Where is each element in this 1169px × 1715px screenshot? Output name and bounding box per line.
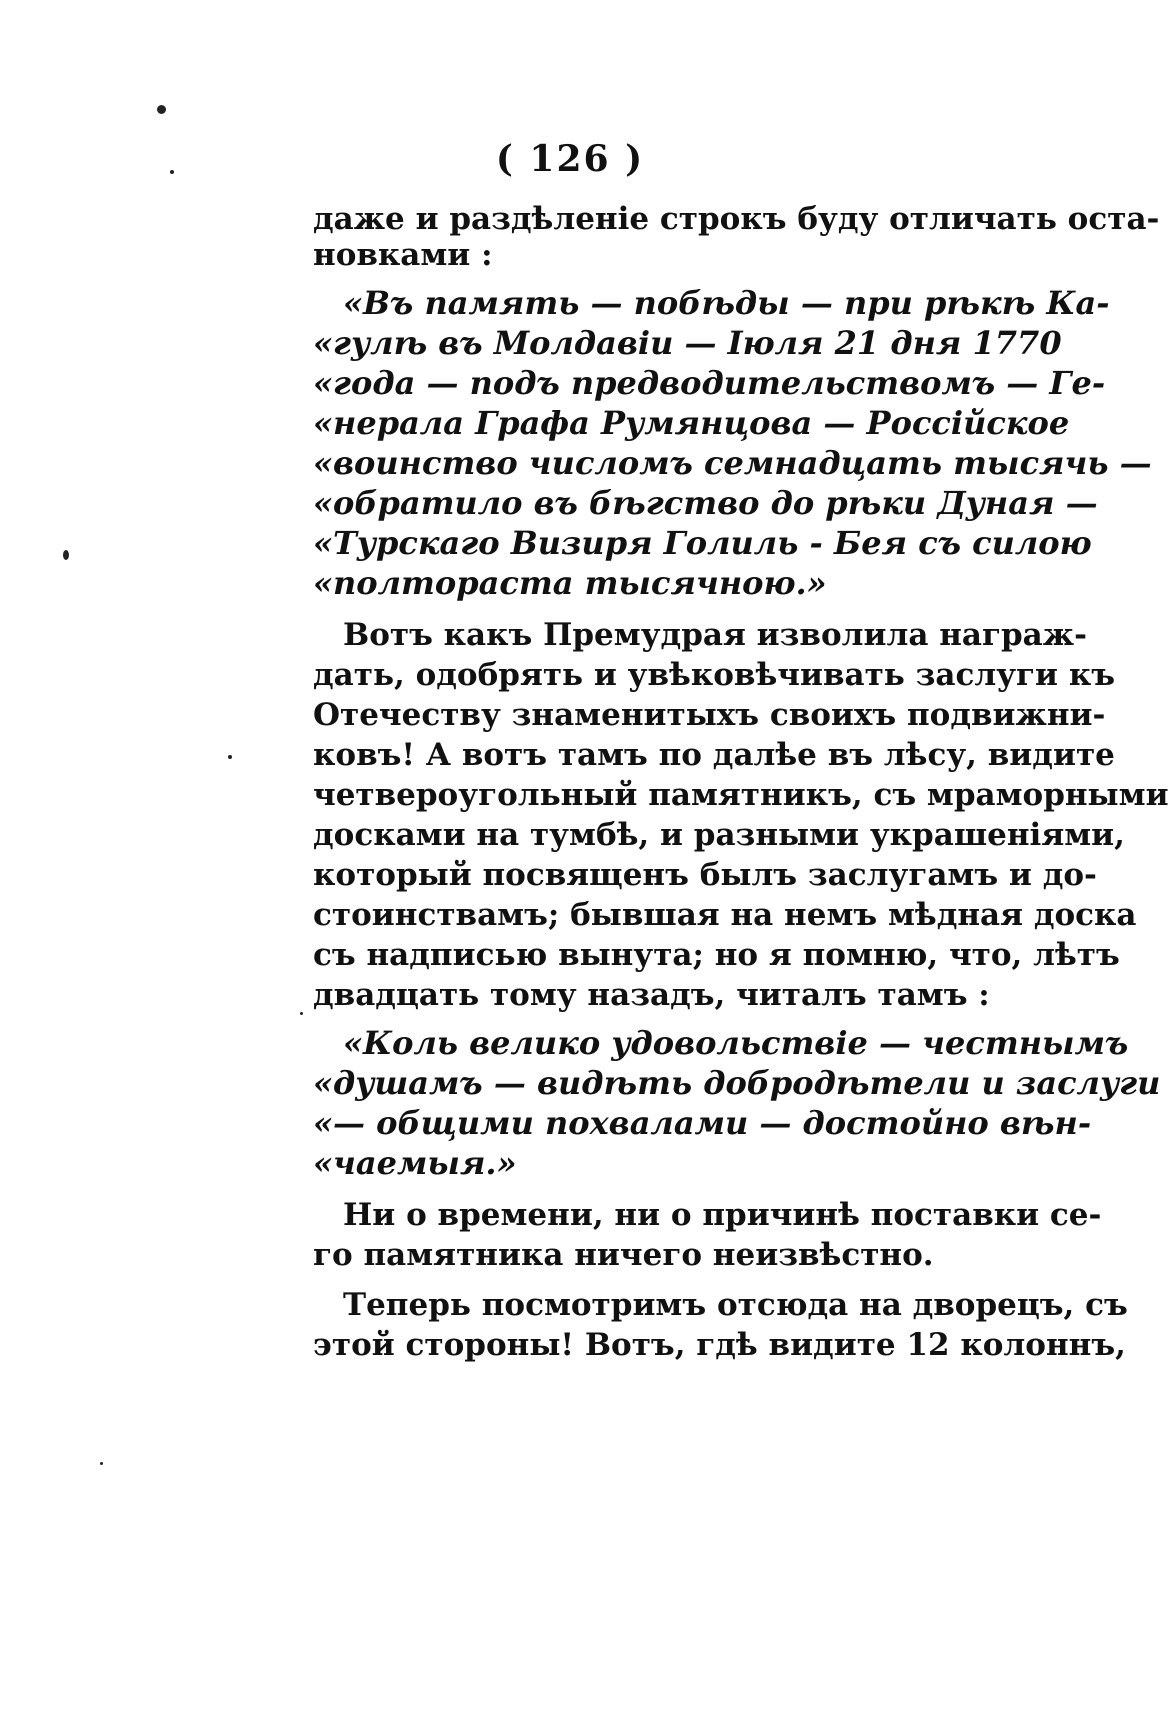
scan-speck (63, 550, 69, 560)
text-line: го памятника ничего неизвѣстно. (313, 1237, 934, 1273)
text-line: съ надписью вынута; но я помню, что, лѣтъ (313, 937, 1120, 973)
scan-speck (100, 1462, 103, 1465)
text-line: Отечеству знаменитыхъ своихъ подвижни- (313, 697, 1106, 733)
text-line: стоинствамъ; бывшая на немъ мѣдная доска (313, 897, 1137, 933)
inscription-line: «гулѣ въ Молдавіи — Іюля 21 дня 1770 (313, 324, 1062, 362)
inscription-line: «Въ память — побѣды — при рѣкѣ Ка- (343, 284, 1110, 322)
scan-speck (228, 755, 232, 759)
text-line: Вотъ какъ Премудрая изволила награж- (343, 617, 1087, 653)
scan-speck (300, 1012, 303, 1015)
inscription-line: «нерала Графа Румянцова — Россійское (313, 404, 1070, 442)
inscription-line: «душамъ — видѣть добродѣтели и заслуги (313, 1064, 1161, 1102)
text-line: двадцать тому назадъ, читалъ тамъ : (313, 977, 990, 1013)
text-line: даже и раздѣленіе строкъ буду отличать оста- (313, 201, 1160, 237)
text-line: который посвященъ былъ заслугамъ и до- (313, 857, 1097, 893)
text-line: этой стороны! Вотъ, гдѣ видите 12 колоннъ, (313, 1327, 1126, 1363)
inscription-line: «— общими похвалами — достойно вѣн- (313, 1104, 1092, 1142)
scan-speck (170, 170, 174, 174)
text-line: Теперь посмотримъ отсюда на дворецъ, съ (343, 1287, 1128, 1323)
inscription-line: «Коль велико удовольствіе — честнымъ (343, 1024, 1129, 1062)
inscription-line: «года — подъ предводительствомъ — Ге- (313, 364, 1106, 402)
inscription-line: «полтораста тысячною.» (313, 564, 827, 602)
inscription-line: «Турскаго Визиря Голиль - Бея съ силою (313, 524, 1092, 562)
text-line: досками на тумбѣ, и разными украшеніями, (313, 817, 1125, 853)
text-line: дать, одобрять и увѣковѣчивать заслуги къ (313, 657, 1116, 693)
text-line: Ни о времени, ни о причинѣ поставки се- (343, 1197, 1102, 1233)
scan-speck (157, 105, 166, 114)
inscription-line: «воинство числомъ семнадцать тысячь — (313, 444, 1152, 482)
inscription-line: «чаемыя.» (313, 1144, 517, 1182)
text-line: четвероугольный памятникъ, съ мраморными (313, 777, 1169, 813)
text-line: новками : (313, 237, 493, 273)
page-number: ( 126 ) (495, 138, 645, 180)
text-line: ковъ! А вотъ тамъ по далѣе въ лѣсу, видите (313, 737, 1115, 773)
inscription-line: «обратило въ бѣгство до рѣки Дуная — (313, 484, 1098, 522)
